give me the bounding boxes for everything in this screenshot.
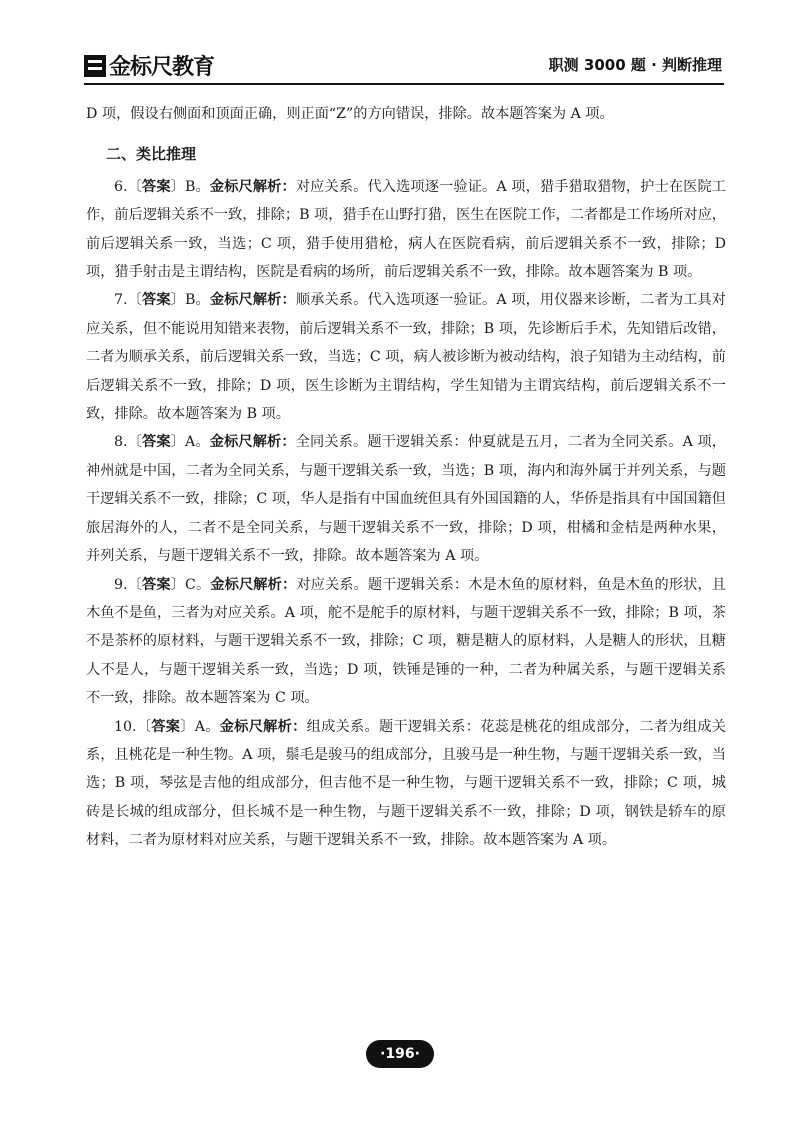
header-divider xyxy=(84,83,724,85)
answer-item-8 xyxy=(86,428,726,570)
analysis-label: 金标尺解析： xyxy=(209,292,296,309)
answer-label: 答案 xyxy=(151,718,181,735)
answer-value: 〕B。 xyxy=(170,292,210,309)
answer-item-7 xyxy=(86,286,726,428)
answer-item-6 xyxy=(86,173,726,287)
section-title: 二、类比推理 xyxy=(106,145,197,164)
item-number: 10.〔 xyxy=(114,718,152,735)
logo-mark-icon xyxy=(84,55,106,77)
answer-label: 答案 xyxy=(142,292,171,309)
answer-item-10 xyxy=(86,713,726,855)
analysis-label: 金标尺解析： xyxy=(210,576,297,593)
intro-line: D 项，假设右侧面和顶面正确，则正面“Z”的方向错误，排除。故本题答案为 A 项。 xyxy=(86,106,614,122)
analysis-label: 金标尺解析： xyxy=(209,178,296,195)
item-number: 7.〔 xyxy=(114,292,142,309)
answer-value: 〕A。 xyxy=(180,718,220,735)
analysis-body: 全同关系。题干逻辑关系：仲夏就是五月，二者为全同关系。A 项，神州就是中国，二者为全同关系，与题干逻辑关系一致，当选；B 项，海内和海外属于并列关系，与题干逻辑关系不一致，排除；C 项，华人是指有中国血统但具有外国国籍的人，华侨是指具有中国国籍但旅居海外的人，二者不是全同关系，与题干逻辑关系不一致，排除；D 项，柑橘和金桔是两种水果，并列关系，与题干逻辑关系不一致，排除。故本题答案为 A 项。 xyxy=(86,434,726,565)
answer-value: 〕B。 xyxy=(170,178,210,195)
page-header xyxy=(84,46,724,86)
logo-text: 金标尺教育 xyxy=(109,55,215,80)
analysis-body: 对应关系。题干逻辑关系：木是木鱼的原材料，鱼是木鱼的形状，且木鱼不是鱼，三者为对应关系。A 项，舵不是舵手的原材料，与题干逻辑关系不一致，排除；B 项，茶不是茶杯的原材料，与题干逻辑关系不一致，排除；C 项，糖是糖人的原材料，人是糖人的形状，且糖人不是人，与题干逻辑关系一致，当选；D 项，铁锤是锤的一种，二者为种属关系，与题干逻辑关系不一致，排除。故本题答案为 C 项。 xyxy=(86,576,726,707)
analysis-body: 对应关系。代入选项逐一验证。A 项，猎手猎取猎物，护士在医院工作，前后逻辑关系不一致，排除；B 项，猎手在山野打猎，医生在医院工作，二者都是工作场所对应，前后逻辑关系一致，当选；C 项，猎手使用猎枪，病人在医院看病，前后逻辑关系不一致，排除；D 项，猎手射击是主谓结构，医院是看病的场所，前后逻辑关系不一致，排除。故本题答案为 B 项。 xyxy=(86,178,726,281)
publisher-logo xyxy=(84,50,214,81)
answer-value: 〕A。 xyxy=(170,434,210,451)
item-number: 6.〔 xyxy=(114,178,142,195)
analysis-body: 组成关系。题干逻辑关系：花蕊是桃花的组成部分，二者为组成关系，且桃花是一种生物。A 项，鬃毛是骏马的组成部分，且骏马是一种生物，与题干逻辑关系一致，当选；B 项，琴弦是吉他的组成部分，但吉他不是一种生物，与题干逻辑关系不一致，排除；C 项，城砖是长城的组成部分，但长城不是一种生物，与题干逻辑关系不一致，排除；D 项，钢铁是轿车的原材料，二者为原材料对应关系，与题干逻辑关系不一致，排除。故本题答案为 A 项。 xyxy=(86,718,726,849)
page-number: ·196· xyxy=(366,1040,434,1068)
item-number: 8.〔 xyxy=(114,434,143,451)
item-number: 9.〔 xyxy=(114,576,143,593)
analysis-label: 金标尺解析： xyxy=(209,434,296,451)
answer-value: 〕C。 xyxy=(170,576,211,593)
answer-label: 答案 xyxy=(142,434,171,451)
analysis-label: 金标尺解析： xyxy=(219,718,307,735)
answer-item-9 xyxy=(86,571,726,713)
analysis-body: 顺承关系。代入选项逐一验证。A 项，用仪器来诊断，二者为工具对应关系，但不能说用知错来表物，前后逻辑关系不一致，排除；B 项，先诊断后手术，先知错后改错，二者为顺承关系，前后逻辑关系一致，当选；C 项，病人被诊断为被动结构，浪子知错为主动结构，前后逻辑关系不一致，排除；D 项，医生诊断为主谓结构，学生知错为主谓宾结构，前后逻辑关系不一致，排除。故本题答案为 B 项。 xyxy=(86,292,726,423)
answer-label: 答案 xyxy=(142,576,171,593)
page-content xyxy=(86,100,726,855)
answer-label: 答案 xyxy=(142,178,171,195)
book-title: 职测 3000 题 · 判断推理 xyxy=(548,56,722,74)
